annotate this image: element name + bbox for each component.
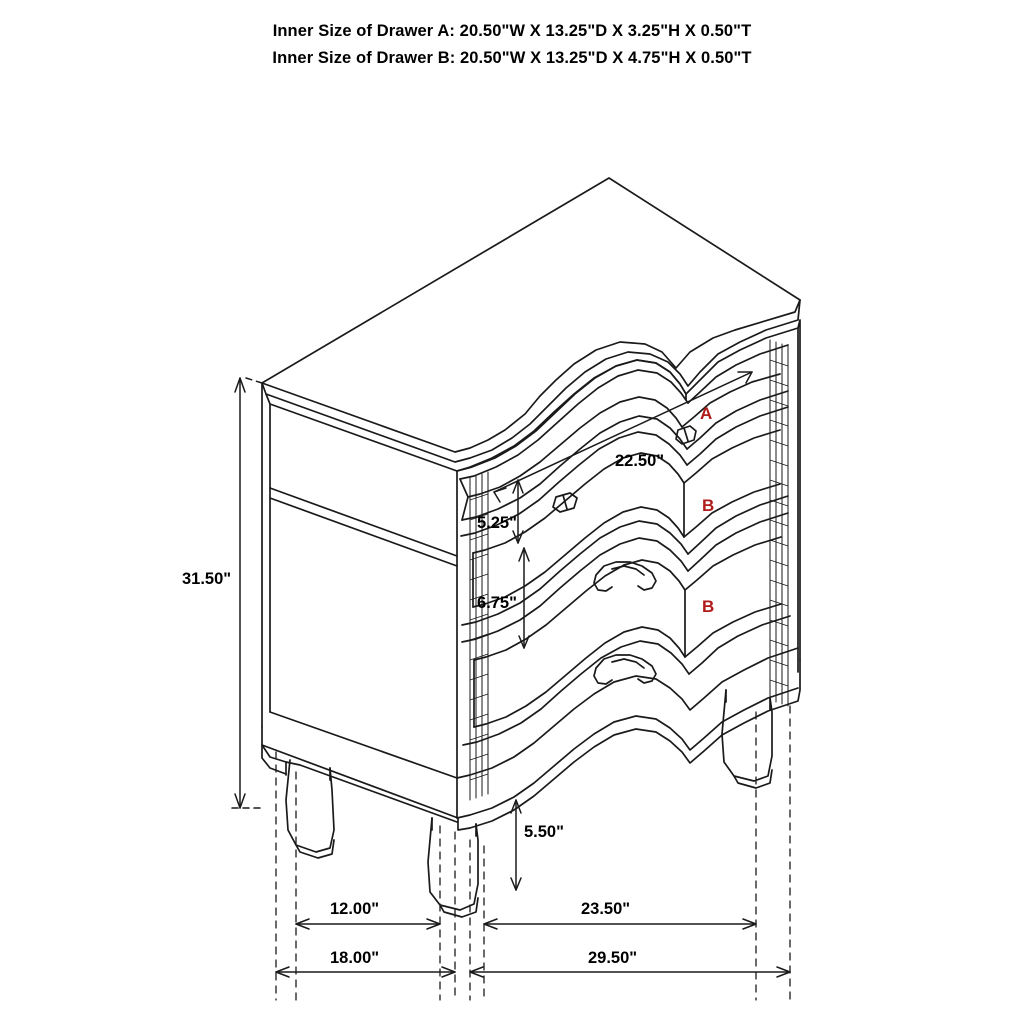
cabinet-top [262, 178, 800, 471]
header-line-drawer-a: Inner Size of Drawer A: 20.50"W X 13.25"D X 3.25"H X 0.50"T [272, 22, 752, 40]
cabinet-left-side [262, 383, 458, 822]
dim-label-overall-height: 31.50" [182, 570, 232, 588]
drawer-front-b2 [462, 513, 790, 745]
cabinet-front-face [457, 320, 800, 830]
dim-label-mid-drawer-height: 6.75" [477, 594, 517, 612]
dim-label-width-overall: 29.50" [588, 949, 638, 967]
drawer-marker-a: A [700, 404, 713, 423]
drawer-marker-b2: B [702, 597, 715, 616]
dim-label-depth-inner: 12.00" [330, 900, 380, 918]
dim-label-top-drawer-height: 5.25" [477, 514, 517, 532]
drawer-marker-b1: B [702, 496, 715, 515]
dim-label-leg-height: 5.50" [524, 823, 564, 841]
dim-label-width-inner: 23.50" [581, 900, 631, 918]
header-line-drawer-b: Inner Size of Drawer B: 20.50"W X 13.25"D X 4.75"H X 0.50"T [272, 49, 752, 67]
dimension-lines [232, 372, 790, 1000]
cabinet-legs [286, 690, 772, 917]
dim-label-drawer-width: 22.50" [615, 452, 665, 470]
dim-label-depth-overall: 18.00" [330, 949, 380, 967]
